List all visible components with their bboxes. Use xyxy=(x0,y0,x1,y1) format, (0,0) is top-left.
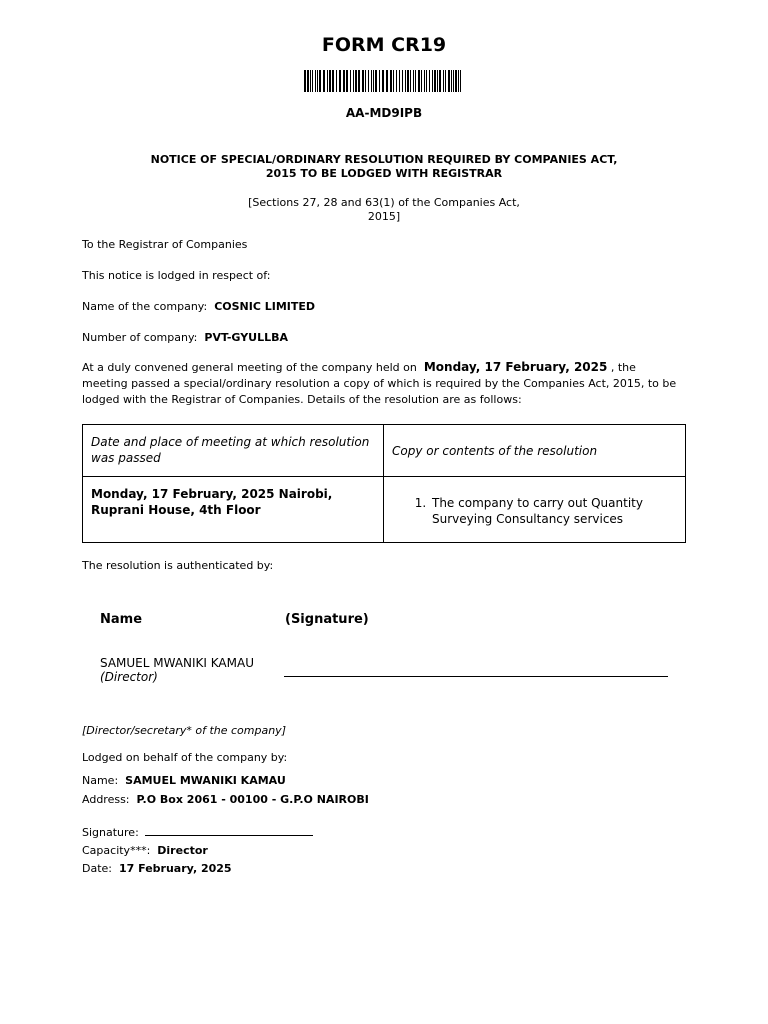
capacity-row xyxy=(82,844,208,857)
lodger-signature-label: Signature: xyxy=(82,826,139,839)
date-value: 17 February, 2025 xyxy=(119,862,232,875)
meeting-text-end: , the meeting passed a special/ordinary resolution a copy of which is required by the Companies Act, 2015, to be lodged with the Registrar of Companies. Details of the resolution are as follows: xyxy=(82,361,677,406)
address-row xyxy=(82,793,369,806)
meeting-date-place-cell: Monday, 17 February, 2025 Nairobi, Ruprani House, 4th Floor xyxy=(83,477,384,543)
signature-line xyxy=(284,676,668,677)
meeting-text-start: At a duly convened general meeting of the company held on xyxy=(82,361,417,374)
resolution-list xyxy=(392,495,677,527)
lodger-name-value: SAMUEL MWANIKI KAMAU xyxy=(125,774,286,787)
name-header: Name xyxy=(100,612,143,627)
authenticated-intro: The resolution is authenticated by: xyxy=(82,559,274,572)
resolution-table xyxy=(82,424,686,543)
lodged-respect-text: This notice is lodged in respect of: xyxy=(82,269,271,282)
table-header-date-place: Date and place of meeting at which resolution was passed xyxy=(83,425,384,477)
signatory xyxy=(100,656,260,684)
form-title: FORM CR19 xyxy=(321,34,447,56)
company-number-value: PVT-GYULLBA xyxy=(204,331,289,344)
notice-title: NOTICE OF SPECIAL/ORDINARY RESOLUTION REQUIRED BY COMPANIES ACT, 2015 TO BE LODGED WITH REGISTRAR xyxy=(150,153,618,180)
date-row xyxy=(82,862,232,875)
form-reference: AA-MD9IPB xyxy=(345,106,423,120)
capacity-label: Capacity***: xyxy=(82,844,151,857)
company-name-value: COSNIC LIMITED xyxy=(214,300,316,313)
meeting-paragraph xyxy=(82,359,682,408)
capacity-value: Director xyxy=(157,844,208,857)
company-name-label: Name of the company: xyxy=(82,300,208,313)
lodger-signature-row xyxy=(82,825,313,839)
signature-header: (Signature) xyxy=(285,612,369,627)
resolution-contents-cell xyxy=(384,477,686,543)
meeting-date: Monday, 17 February, 2025 xyxy=(423,360,608,374)
company-number-row xyxy=(82,331,288,344)
date-label: Date: xyxy=(82,862,112,875)
lodger-signature-line xyxy=(145,825,313,836)
to-registrar: To the Registrar of Companies xyxy=(82,238,248,251)
company-number-label: Number of company: xyxy=(82,331,198,344)
table-header-contents: Copy or contents of the resolution xyxy=(384,425,686,477)
director-secretary-note: [Director/secretary* of the company] xyxy=(82,724,286,737)
lodger-name-label: Name: xyxy=(82,774,119,787)
resolution-item: 1. The company to carry out Quantity Surveying Consultancy services xyxy=(430,495,677,527)
signatory-role: (Director) xyxy=(100,670,158,684)
sections-reference: [Sections 27, 28 and 63(1) of the Companies Act, 2015] xyxy=(248,196,520,223)
barcode-graphic xyxy=(304,70,464,92)
lodged-by-intro: Lodged on behalf of the company by: xyxy=(82,751,288,764)
signatory-name: SAMUEL MWANIKI KAMAU xyxy=(100,656,254,670)
company-name-row xyxy=(82,300,315,313)
lodger-name-row xyxy=(82,774,286,787)
address-value: P.O Box 2061 - 00100 - G.P.O NAIROBI xyxy=(136,793,369,806)
address-label: Address: xyxy=(82,793,130,806)
